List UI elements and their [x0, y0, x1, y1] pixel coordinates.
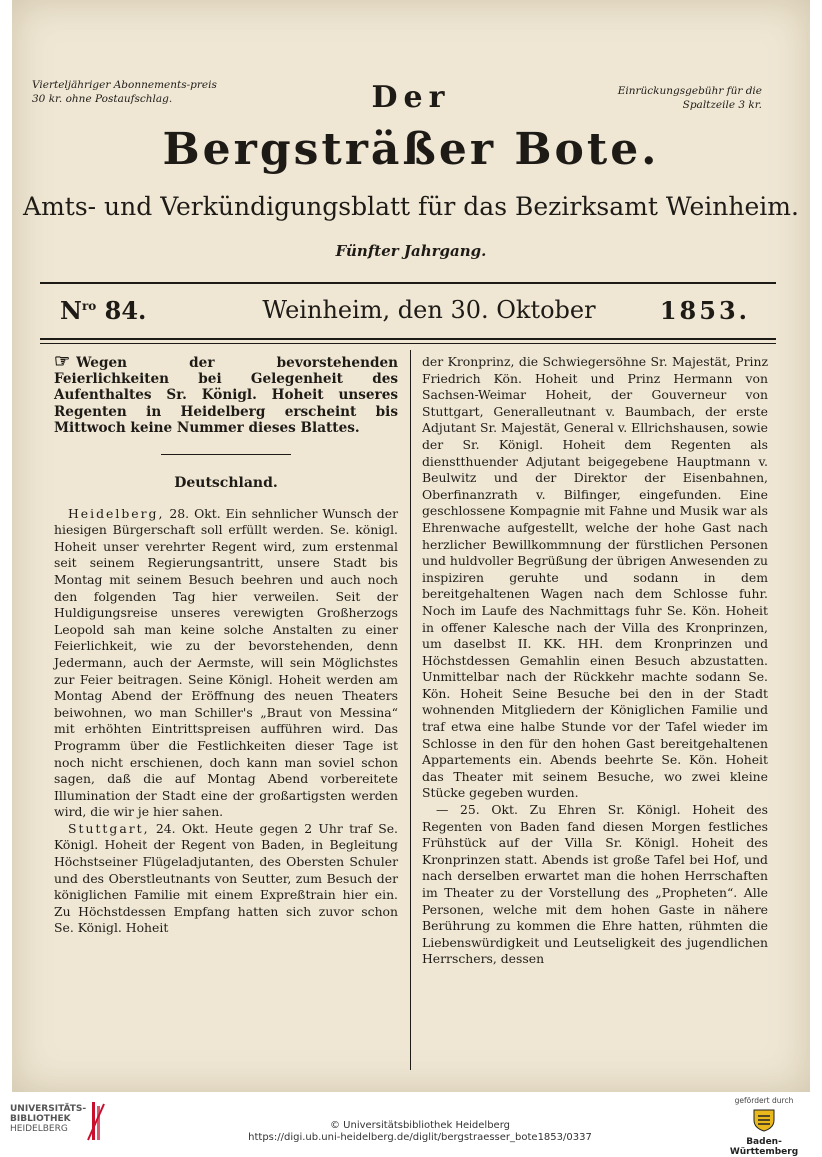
digitization-footer	[0, 1092, 822, 1157]
notice-text: Wegen der bevorstehenden Feierlichkeiten bei Gelegenheit des Aufenthaltes Sr. Königl. Hoheit unseres Regenten in Heidelberg erscheint bis Mittwoch keine Nummer dieses Blattes.	[54, 355, 398, 436]
issue-year: 1853.	[659, 296, 750, 325]
article-text: 24. Okt. Heute gegen 2 Uhr traf Se. Königl. Hoheit der Regent von Baden, in Begleitung Höchstseiner Flügeladjutanten, des Obersten Schuler und des Oberstleutnants von Seutter, zum Besuch der königlichen Familie mit einem Expreßtrain hier ein. Zu Höchstdessen Empfang hatten sich zuvor schon Se. Königl. Hoheit	[54, 820, 398, 936]
left-column	[54, 351, 398, 937]
article-heidelberg	[54, 506, 398, 821]
masthead-bottom-rule-thin	[40, 343, 776, 344]
copyright-line: © Universitätsbibliothek Heidelberg	[329, 1120, 510, 1131]
masthead-title: Bergsträßer Bote.	[162, 124, 660, 175]
library-logo-text: UNIVERSITÄTS- BIBLIOTHEK HEIDELBERG	[10, 1104, 87, 1134]
masthead-bottom-rule	[40, 338, 776, 340]
right-column	[422, 354, 768, 968]
article-text: 28. Okt. Ein sehnlicher Wunsch der hiesigen Bürgerschaft soll erfüllt werden. Se. königl. Hoheit unser verehrter Regent wird, zum erstenmal seit seinem Regierungsantritt, unsere Stadt bis Montag mit seinem Besuch beehren und auch noch den folgenden Tag hier verweilen. Seit der Huldigungsreise unseres verewigten Großherzogs Leopold sah man keine solche Anstalten zu einer Feierlichkeit, wie zu der bevorstehenden, denn Jedermann, auch der Aermste, will sein Möglichstes zur Feier beitragen. Seine Königl. Hoheit werden am Montag Abend der Eröffnung des neuen Theaters beiwohnen, wo man Schiller's „Braut von Messina“ mit erhöhten Eintrittspreisen aufführen wird. Das Programm über die Festlichkeiten dieser Tage ist noch nicht erschienen, doch kann man soviel schon sagen, daß die auf Montag Abend vorbereitete Illumination der Stadt eine der großartigsten werden wird, die wir je hier sahen.	[54, 505, 398, 820]
masthead-top-rule	[40, 282, 776, 284]
masthead-subtitle: Amts- und Verkündigungsblatt für das Bezirksamt Weinheim.	[23, 192, 799, 221]
sponsor-name: Baden-Württemberg	[729, 1137, 799, 1157]
article-stuttgart-continued: der Kronprinz, die Schwiegersöhne Sr. Majestät, Prinz Friedrich Kön. Hoheit und Prinz Hermann von Sachsen-Weimar Hoheit, der Gouverneur von Stuttgart, Generalleutnant v. Baumbach, der erste Adjutant Sr. Majestät, General v. Ellrichshausen, sowie der Sr. Königl. Hoheit dem Regenten als dienstthuender Adjutant beigegebene Hauptmann v. Beulwitz und der Direktor der Eisenbahnen, Oberfinanzrath v. Bilfinger, eingefunden. Eine geschlossene Kompagnie mit Fahne und Musik war als Ehrenwache aufgestellt, welche der hohe Gast nach herzlicher Bewillkommnung der fürstlichen Personen und huldvoller Begrüßung der übrigen Anwesenden zu inspiziren geruhte und sodann in dem bereitgehaltenen Wagen nach dem Schlosse fuhr. Noch im Laufe des Nachmittags fuhr Se. Kön. Hoheit in offener Kalesche nach der Villa des Kronprinzen, um daselbst II. KK. HH. dem Kronprinzen und Höchstdessen Gemahlin einen Besuch abzustatten. Unmittelbar nach der Rückkehr machte sodann Se. Kön. Hoheit Seine Besuche bei den in der Stadt wohnenden Mitgliedern der Königlichen Familie und traf etwa eine halbe Stunde vor der Tafel wieder im Schlosse in den für den hohen Gast bereitgehaltenen Appartements ein. Abends beehrte Se. Kön. Hoheit das Theater mit seinem Besuche, wo zwei kleine Stücke gegeben wurden.	[422, 354, 768, 801]
newspaper-page	[12, 0, 810, 1092]
column-divider	[410, 350, 411, 1070]
notice-box	[54, 351, 398, 436]
masthead-article: Der	[371, 80, 451, 115]
funded-by-label: gefördert durch	[734, 1096, 794, 1105]
insertion-fee-note: Einrückungsgebühr für die Spaltzeile 3 kr.	[617, 85, 762, 111]
masthead-volume: Fünfter Jahrgang.	[335, 242, 487, 260]
issue-place-date: Weinheim, den 30. Oktober	[262, 296, 596, 324]
subscription-note: Vierteljähriger Abonnements-preis 30 kr. ohne Postaufschlag.	[32, 79, 217, 105]
issue-number: $N^{ro}$ 84.	[60, 296, 147, 325]
article-stuttgart	[54, 821, 398, 937]
dateline-place: Heidelberg,	[68, 505, 165, 521]
library-logo-icon	[86, 1100, 106, 1142]
dateline-place: Stuttgart,	[68, 820, 150, 836]
permalink-url[interactable]: https://digi.ub.uni-heidelberg.de/diglit/bergstraesser_bote1853/0337	[248, 1132, 592, 1143]
coat-of-arms-icon	[750, 1108, 778, 1132]
pointing-hand-icon: ☞	[54, 351, 71, 372]
sponsor-block	[716, 1096, 812, 1157]
notice-separator	[161, 454, 291, 455]
article-stuttgart-oct25: — 25. Okt. Zu Ehren Sr. Königl. Hoheit des Regenten von Baden fand diesen Morgen festliches Frühstück auf der Villa Sr. Königl. Hoheit des Kronprinzen statt. Abends ist große Tafel bei Hof, und nach derselben erwartet man die hohen Herrschaften im Theater zu der Vorstellung des „Propheten“. Alle Personen, welche mit dem hohen Gaste in nähere Berührung zu kommen die Ehre hatten, rühmten die Liebenswürdigkeit und Leutseligkeit des jugendlichen Herrschers, dessen	[422, 802, 768, 967]
section-title: Deutschland.	[174, 475, 278, 492]
